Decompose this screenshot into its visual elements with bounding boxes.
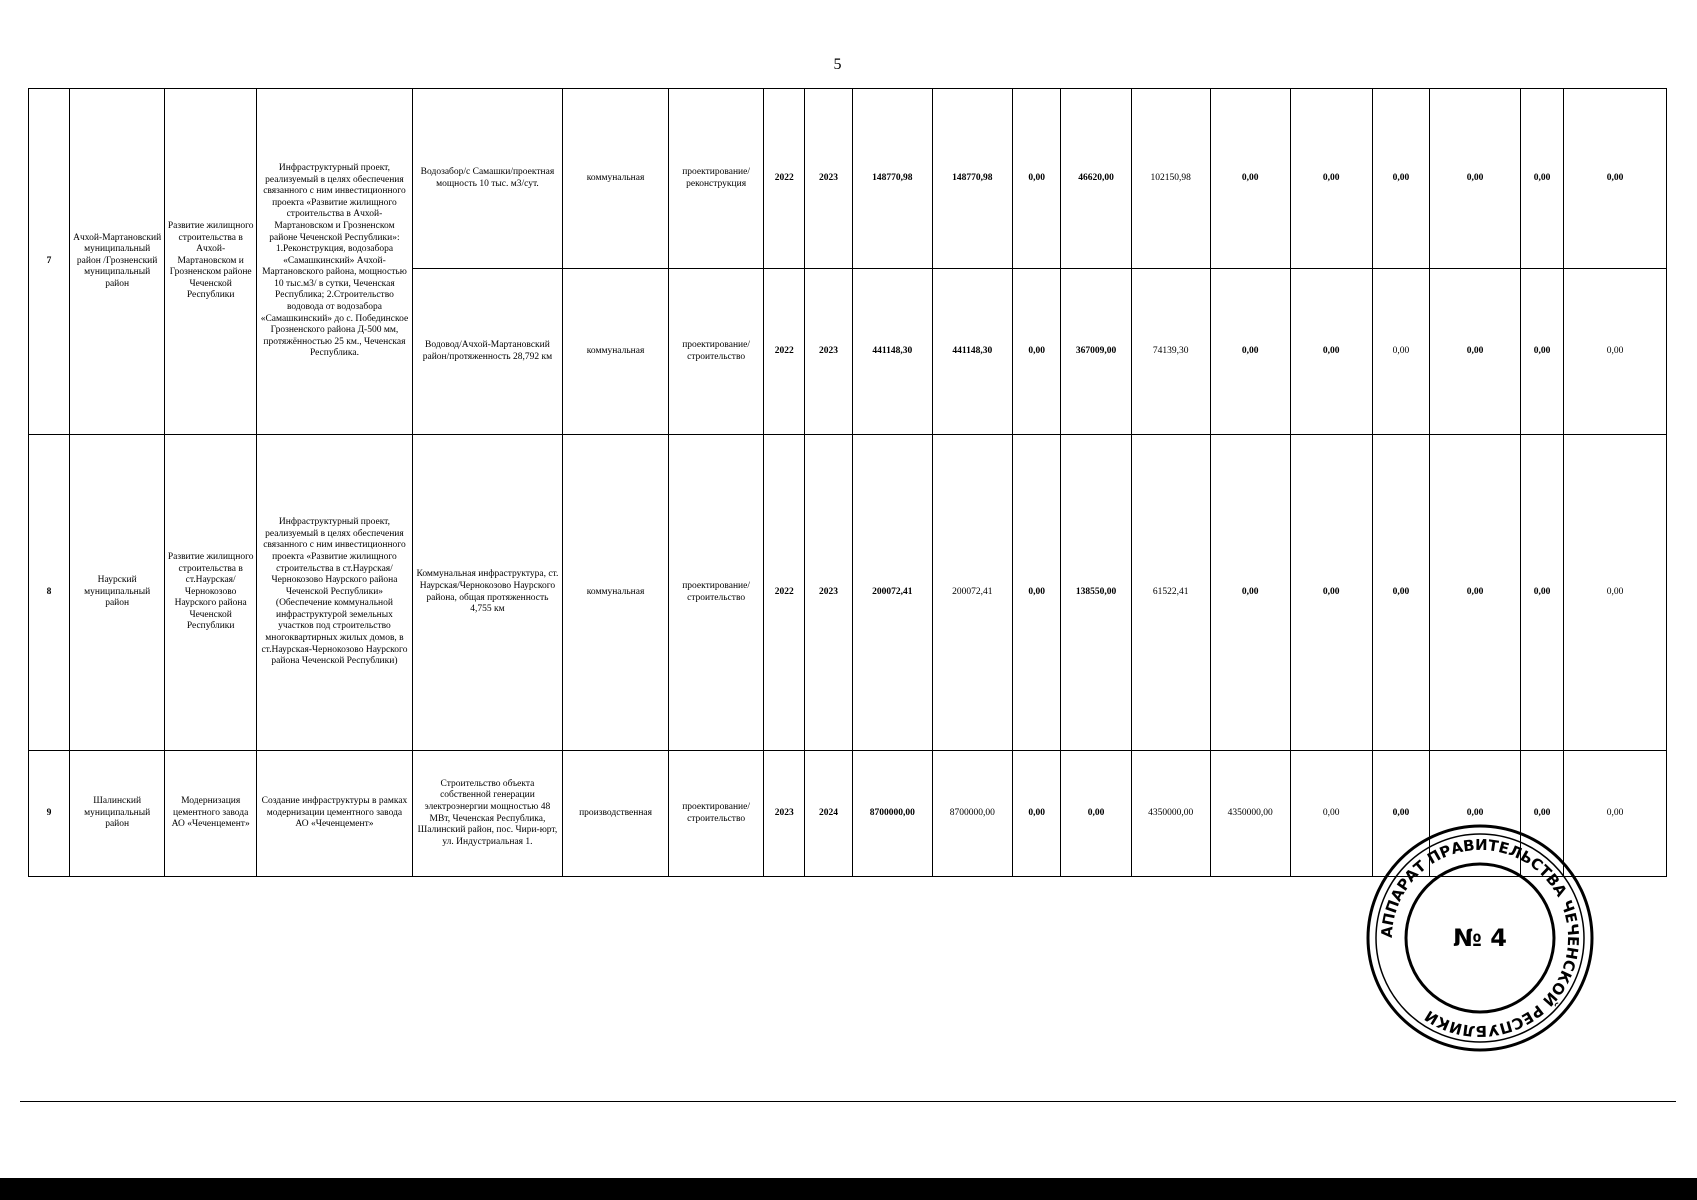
amount-cell: 0,00	[1372, 435, 1429, 751]
amount-cell: 138550,00	[1061, 435, 1131, 751]
amount-cell: 0,00	[1430, 435, 1521, 751]
object-cell: Строительство объекта собственной генерации электроэнергии мощностью 48 МВт, Чеченская Республика, Шалинский район, пос. Чири-юрт, ул. Индустриальная 1.	[412, 751, 562, 877]
amount-cell: 0,00	[1372, 269, 1429, 435]
amount-cell: 0,00	[1372, 89, 1429, 269]
amount-cell: 367009,00	[1061, 269, 1131, 435]
amount-cell: 0,00	[1430, 89, 1521, 269]
table-row	[29, 435, 1667, 751]
footer-rule	[20, 1101, 1676, 1102]
project-name-cell: Модернизация цементного завода АО «Чеченцемент»	[165, 751, 257, 877]
amount-cell: 200072,41	[932, 435, 1012, 751]
amount-cell: 0,00	[1430, 269, 1521, 435]
end-year-cell: 2024	[805, 751, 853, 877]
amount-cell: 0,00	[1520, 269, 1563, 435]
infra-type-cell: производственная	[563, 751, 669, 877]
amount-cell: 0,00	[1210, 269, 1290, 435]
amount-cell: 0,00	[1520, 435, 1563, 751]
project-description-cell: Создание инфраструктуры в рамках модернизации цементного завода АО «Чеченцемент»	[257, 751, 413, 877]
amount-cell: 0,00	[1520, 89, 1563, 269]
amount-cell: 0,00	[1564, 89, 1667, 269]
amount-cell: 0,00	[1520, 751, 1563, 877]
amount-cell: 200072,41	[852, 435, 932, 751]
work-type-cell: проектирование/строительство	[669, 435, 764, 751]
amount-cell: 0,00	[1012, 751, 1061, 877]
amount-cell: 0,00	[1290, 435, 1372, 751]
amount-cell: 0,00	[1061, 751, 1131, 877]
amount-cell: 0,00	[1210, 435, 1290, 751]
amount-cell: 441148,30	[852, 269, 932, 435]
row-number: 9	[29, 751, 70, 877]
infra-type-cell: коммунальная	[563, 89, 669, 269]
amount-cell: 0,00	[1012, 435, 1061, 751]
amount-cell: 0,00	[1290, 89, 1372, 269]
project-description-cell: Инфраструктурный проект, реализуемый в целях обеспечения связанного с ним инвестиционного проекта «Развитие жилищного строительства в ст.Наурская/Чернокозово Наурского района Чеченской Республики» (Обеспечение коммунальной инфраструктурой земельных участков под строительство многоквартирных жилых домов, в ст.Наурская-Чернокозово Наурского района Чеченской Республики)	[257, 435, 413, 751]
project-description-cell: Инфраструктурный проект, реализуемый в целях обеспечения связанного с ним инвестиционного проекта «Развитие жилищного строительства в Ачхой-Мартановском и Грозненском районе Чеченской Республики»: 1.Реконструкция, водозабора «Самашкинский» Ачхой-Мартановского района, мощностью 10 тыс.м3/ в сутки, Чеченская Республика; 2.Строительство водовода от водозабора «Самашкинский» до с. Побединское Грозненского района Д-500 мм, протяжённостью 25 км., Чеченская Республика.	[257, 89, 413, 435]
amount-cell: 61522,41	[1131, 435, 1210, 751]
official-seal	[1362, 820, 1598, 1056]
amount-cell: 8700000,00	[932, 751, 1012, 877]
project-name-cell: Развитие жилищного строительства в Ачхой-Мартановском и Грозненском районе Чеченской Республики	[165, 89, 257, 435]
amount-cell: 0,00	[1290, 751, 1372, 877]
work-type-cell: проектирование/строительство	[669, 269, 764, 435]
amount-cell: 46620,00	[1061, 89, 1131, 269]
amount-cell: 102150,98	[1131, 89, 1210, 269]
object-cell: Водозабор/с Самашки/проектная мощность 10 тыс. м3/сут.	[412, 89, 562, 269]
infra-type-cell: коммунальная	[563, 269, 669, 435]
work-type-cell: проектирование/строительство	[669, 751, 764, 877]
object-cell: Водовод/Ачхой-Мартановский район/протяженность 28,792 км	[412, 269, 562, 435]
scan-edge-bar	[0, 1178, 1697, 1200]
amount-cell: 0,00	[1564, 269, 1667, 435]
start-year-cell: 2022	[764, 269, 805, 435]
amount-cell: 0,00	[1290, 269, 1372, 435]
amount-cell: 0,00	[1372, 751, 1429, 877]
start-year-cell: 2023	[764, 751, 805, 877]
amount-cell: 4350000,00	[1131, 751, 1210, 877]
amount-cell: 0,00	[1012, 269, 1061, 435]
object-cell: Коммунальная инфраструктура, ст. Наурская/Чернокозово Наурского района, общая протяженность 4,755 км	[412, 435, 562, 751]
end-year-cell: 2023	[805, 269, 853, 435]
district-cell: Шалинский муниципальный район	[70, 751, 165, 877]
amount-cell: 4350000,00	[1210, 751, 1290, 877]
amount-cell: 0,00	[1430, 751, 1521, 877]
start-year-cell: 2022	[764, 435, 805, 751]
amount-cell: 0,00	[1564, 751, 1667, 877]
amount-cell: 8700000,00	[852, 751, 932, 877]
end-year-cell: 2023	[805, 435, 853, 751]
amount-cell: 0,00	[1564, 435, 1667, 751]
table-row	[29, 89, 1667, 269]
amount-cell: 0,00	[1210, 89, 1290, 269]
district-cell: Ачхой-Мартановский муниципальный район /Грозненский муниципальный район	[70, 89, 165, 435]
row-number: 7	[29, 89, 70, 435]
amount-cell: 148770,98	[852, 89, 932, 269]
district-cell: Наурский муниципальный район	[70, 435, 165, 751]
amount-cell: 74139,30	[1131, 269, 1210, 435]
start-year-cell: 2022	[764, 89, 805, 269]
amount-cell: 148770,98	[932, 89, 1012, 269]
page-number: 5	[833, 56, 842, 73]
work-type-cell: проектирование/реконструкция	[669, 89, 764, 269]
seal-number: № 4	[1453, 924, 1507, 952]
infra-type-cell: коммунальная	[563, 435, 669, 751]
amount-cell: 0,00	[1012, 89, 1061, 269]
end-year-cell: 2023	[805, 89, 853, 269]
project-name-cell: Развитие жилищного строительства в ст.Наурская/Чернокозово Наурского района Чеченской Республики	[165, 435, 257, 751]
row-number: 8	[29, 435, 70, 751]
seal-text-path: АППАРАТ ПРАВИТЕЛЬСТВА ЧЕЧЕНСКОЙ РЕСПУБЛИКИ	[1377, 835, 1583, 1041]
investment-projects-table	[28, 88, 1667, 877]
amount-cell: 441148,30	[932, 269, 1012, 435]
